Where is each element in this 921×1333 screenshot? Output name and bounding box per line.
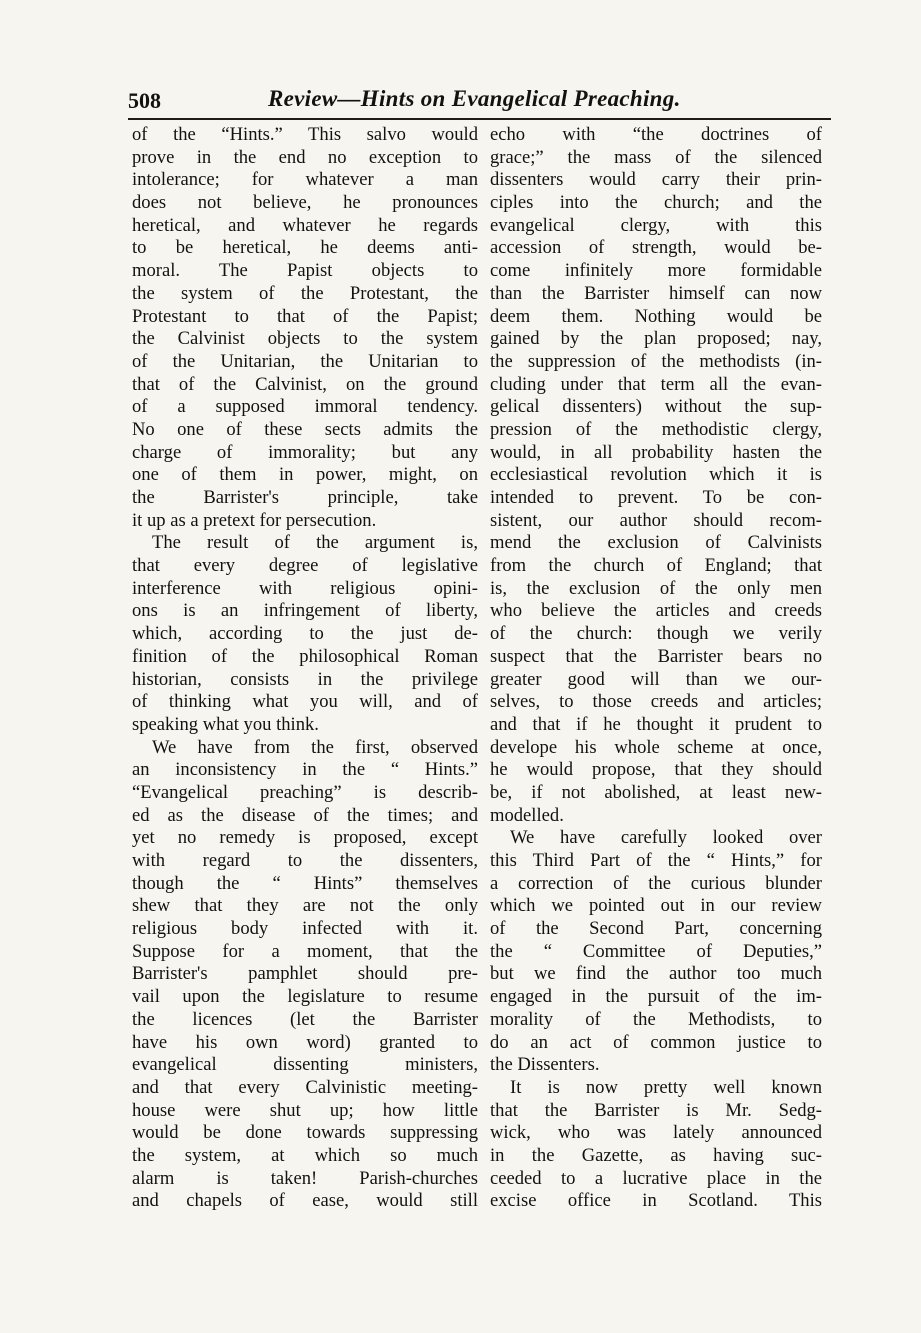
text-line: to be heretical, he deems anti- xyxy=(132,237,478,259)
text-line: an inconsistency in the “ Hints.” xyxy=(132,759,478,781)
text-line: “Evangelical preaching” is describ- xyxy=(132,781,478,803)
text-line: be, if not abolished, at least new- xyxy=(490,781,822,803)
text-line: echo with “the doctrines of xyxy=(490,124,822,145)
text-line: grace;” the mass of the silenced xyxy=(490,146,822,168)
text-line: alarm is taken! Parish-churches xyxy=(132,1167,478,1189)
text-line: ons is an infringement of liberty, xyxy=(132,600,478,622)
text-line: yet no remedy is proposed, except xyxy=(132,827,478,849)
text-line: intended to prevent. To be con- xyxy=(490,487,822,508)
page-header xyxy=(128,84,831,120)
text-line: moral. The Papist objects to xyxy=(132,260,478,282)
text-line: evangelical dissenting ministers, xyxy=(132,1054,478,1076)
text-line: cluding under that term all the evan- xyxy=(490,373,822,395)
text-line: vail upon the legislature to resume xyxy=(132,986,478,1008)
text-line: the system, at which so much xyxy=(132,1144,478,1166)
text-line: that the Barrister is Mr. Sedg- xyxy=(490,1099,822,1121)
text-line: sistent, our author should recom- xyxy=(490,509,822,531)
text-line: accession of strength, would be- xyxy=(490,237,822,259)
text-line: that of the Calvinist, on the ground xyxy=(132,373,478,395)
text-line: heretical, and whatever he regards xyxy=(132,214,478,236)
text-line: No one of these sects admits the xyxy=(132,418,478,440)
text-line: ecclesiastical revolution which it is xyxy=(490,464,822,486)
text-line: selves, to those creeds and articles; xyxy=(490,691,822,713)
text-line: The result of the argument is, xyxy=(152,532,478,554)
text-line: Suppose for a moment, that the xyxy=(132,940,478,962)
text-line: of the Unitarian, the Unitarian to xyxy=(132,350,478,372)
text-line: of a supposed immoral tendency. xyxy=(132,396,478,418)
text-line: of the “Hints.” This salvo would xyxy=(132,124,478,145)
text-line: deem them. Nothing would be xyxy=(490,305,822,327)
text-line: this Third Part of the “ Hints,” for xyxy=(490,850,822,871)
text-line: religious body infected with it. xyxy=(132,918,478,940)
running-head: Review—Hints on Evangelical Preaching. xyxy=(268,86,681,111)
page-number: 508 xyxy=(128,88,161,113)
text-line: that every degree of legislative xyxy=(132,555,478,577)
text-line: and chapels of ease, would still xyxy=(132,1190,478,1212)
text-line: pression of the methodistic clergy, xyxy=(490,418,822,440)
text-line: is, the exclusion of the only men xyxy=(490,577,822,599)
text-line: it up as a pretext for persecution. xyxy=(132,509,377,531)
text-line: of thinking what you will, and of xyxy=(132,691,478,713)
text-line: would, in all probability hasten the xyxy=(490,441,822,463)
text-line: finition of the philosophical Roman xyxy=(132,645,478,667)
text-line: which, according to the just de- xyxy=(132,623,478,645)
text-line: develope his whole scheme at once, xyxy=(490,736,822,758)
text-line: gained by the plan proposed; nay, xyxy=(490,328,822,350)
text-line: he would propose, that they should xyxy=(490,759,822,781)
text-line: the suppression of the methodists (in- xyxy=(490,350,822,372)
text-line: a correction of the curious blunder xyxy=(490,872,822,894)
text-line: the Calvinist objects to the system xyxy=(132,328,478,350)
text-line: shew that they are not the only xyxy=(132,895,478,917)
left-column xyxy=(132,124,478,1213)
text-line: prove in the end no exception to xyxy=(132,146,478,168)
text-line: interference with religious opini- xyxy=(132,577,478,599)
text-line: though the “ Hints” themselves xyxy=(132,872,478,894)
text-line: than the Barrister himself can now xyxy=(490,282,822,304)
text-line: house were shut up; how little xyxy=(132,1099,478,1121)
text-line: dissenters would carry their prin- xyxy=(490,169,822,191)
text-line: in the Gazette, as having suc- xyxy=(490,1144,822,1166)
text-line: the Barrister's principle, take xyxy=(132,487,478,508)
text-line: engaged in the pursuit of the im- xyxy=(490,986,822,1008)
text-line: the licences (let the Barrister xyxy=(132,1008,478,1030)
text-line: with regard to the dissenters, xyxy=(132,850,478,871)
text-line: intolerance; for whatever a man xyxy=(132,169,478,191)
text-line: ed as the disease of the times; and xyxy=(132,804,478,826)
text-line: come infinitely more formidable xyxy=(490,260,822,282)
text-line: the “ Committee of Deputies,” xyxy=(490,940,822,962)
text-line: speaking what you think. xyxy=(132,713,319,735)
footer-print-marks xyxy=(132,1186,822,1206)
text-line: one of them in power, might, on xyxy=(132,464,478,486)
text-line: does not believe, he pronounces xyxy=(132,192,478,214)
text-line: and that if he thought it prudent to xyxy=(490,713,822,735)
text-line: historian, consists in the privilege xyxy=(132,668,478,690)
text-line: of the Second Part, concerning xyxy=(490,918,822,940)
text-line: suspect that the Barrister bears no xyxy=(490,645,822,667)
text-line: have his own word) granted to xyxy=(132,1031,478,1053)
text-line: morality of the Methodists, to xyxy=(490,1008,822,1030)
text-line: ceeded to a lucrative place in the xyxy=(490,1167,822,1189)
text-line: greater good will than we our- xyxy=(490,668,822,690)
text-line: and that every Calvinistic meeting- xyxy=(132,1076,478,1098)
text-line: of the church: though we verily xyxy=(490,623,822,645)
text-line: from the church of England; that xyxy=(490,555,822,577)
text-line: would be done towards suppressing xyxy=(132,1122,478,1144)
text-line: who believe the articles and creeds xyxy=(490,600,822,622)
text-line: ciples into the church; and the xyxy=(490,192,822,214)
text-line: mend the exclusion of Calvinists xyxy=(490,532,822,554)
text-line: wick, who was lately announced xyxy=(490,1122,822,1144)
text-line: but we find the author too much xyxy=(490,963,822,985)
text-line: the system of the Protestant, the xyxy=(132,282,478,304)
text-line: modelled. xyxy=(490,804,564,826)
right-column xyxy=(490,124,822,1213)
text-line: It is now pretty well known xyxy=(510,1076,822,1098)
text-line: Barrister's pamphlet should pre- xyxy=(132,963,478,985)
text-line: the Dissenters. xyxy=(490,1054,600,1076)
text-line: which we pointed out in our review xyxy=(490,895,822,917)
text-line: excise office in Scotland. This xyxy=(490,1190,822,1212)
text-line: We have carefully looked over xyxy=(510,827,822,849)
text-line: charge of immorality; but any xyxy=(132,441,478,463)
text-line: gelical dissenters) without the sup- xyxy=(490,396,822,418)
text-line: Protestant to that of the Papist; xyxy=(132,305,478,327)
text-line: We have from the first, observed xyxy=(152,736,478,758)
text-line: evangelical clergy, with this xyxy=(490,214,822,236)
text-line: do an act of common justice to xyxy=(490,1031,822,1053)
